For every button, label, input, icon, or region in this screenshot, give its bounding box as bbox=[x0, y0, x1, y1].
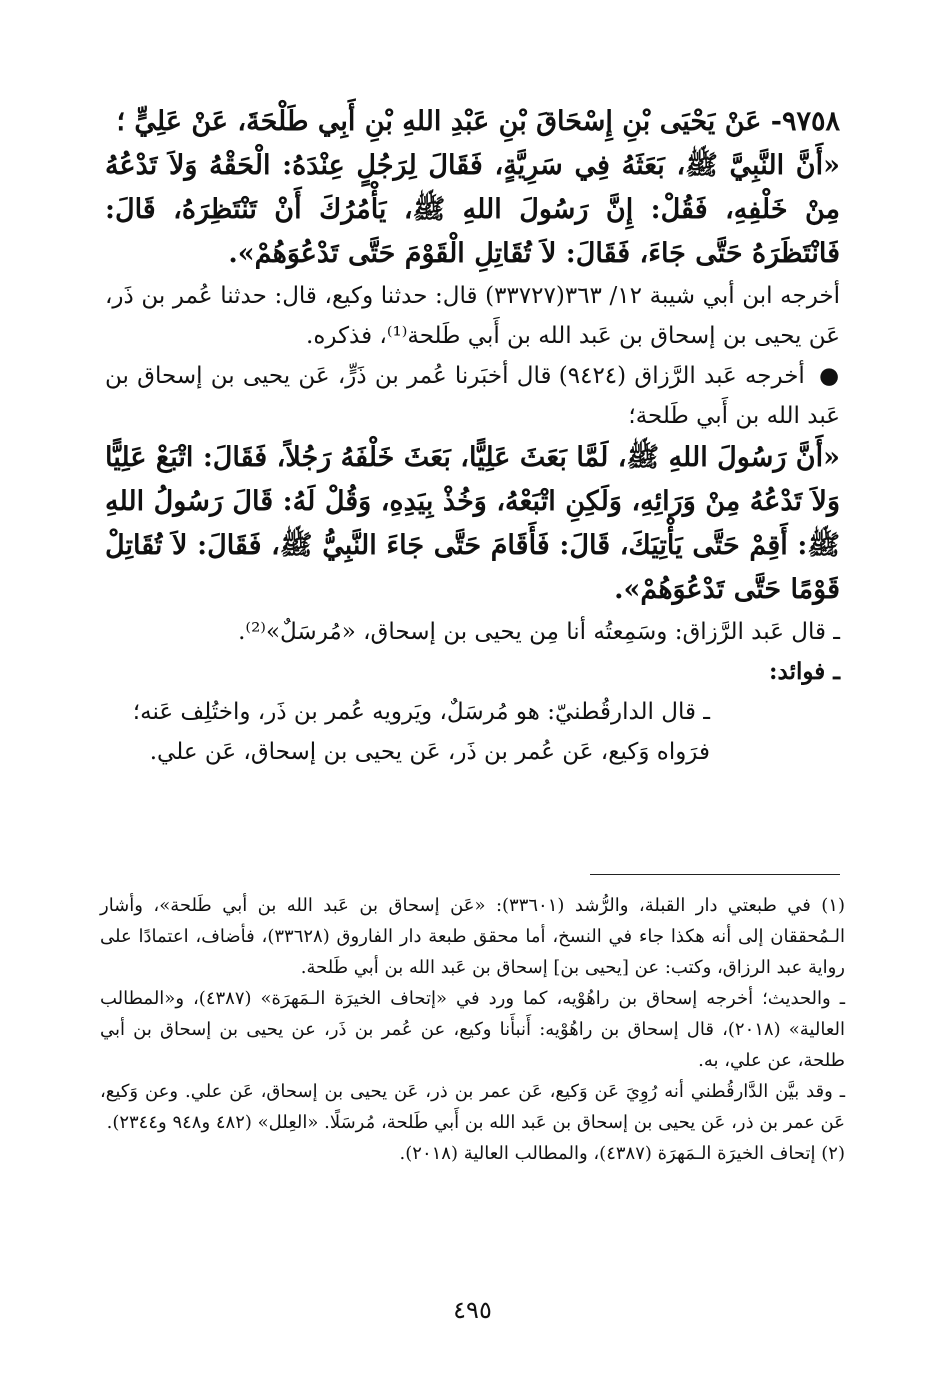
takhrij-abdurrazzaq bbox=[105, 356, 840, 436]
footnote-1-continued: ـ والحديث؛ أخرجه إسحاق بن راهُوْيه، كما ورد في «إتحاف الخيرَة الـمَهرَة» (٤٣٨٧)، و«المطالب العالية» (٢٠١٨)، قال إسحاق بن راهُوْيه: أَنبأَنا وكيع، عن عُمر بن ذَر، عن يحيى بن إسحاق بن أبي طلحة، عن علي، به. bbox=[100, 988, 846, 1071]
page-number: ٤٩٥ bbox=[453, 1296, 492, 1324]
abdurrazzaq-note: ـ قال عَبد الرَّزاق: وسَمِعتُه أنا مِن يحيى بن إسحاق، «مُرسَلٌ»⁽²⁾. bbox=[238, 619, 840, 645]
fawaid-title: ـ فوائد: bbox=[769, 658, 840, 685]
bullet-icon: ● bbox=[819, 362, 841, 389]
footnote-2: (٢) إتحاف الخيرَة الـمَهرَة (٤٣٨٧)، والمطالب العالية (٢٠١٨). bbox=[399, 1143, 845, 1164]
second-matn: «أَنَّ رَسُولَ اللهِ ﷺ، لَمَّا بَعَثَ عَلِيًّا، بَعَثَ خَلْفَهُ رَجُلاً، فَقَالَ: اتْبَعْ عَلِيًّا وَلاَ تَدْعُهُ مِنْ وَرَائِهِ، وَلَكِنِ اتْبَعْهُ، وَخُذْ بِيَدِهِ، وَقُلْ لَهُ: قَالَ رَسُولُ اللهِ ﷺ: أَقِمْ حَتَّى يَأْتِيَكَ، قَالَ: فَأَقَامَ حَتَّى جَاءَ النَّبِيُّ ﷺ، فَقَالَ: لاَ تُقَاتِلْ قَوْمًا حَتَّى تَدْعُوَهُمْ». bbox=[105, 442, 840, 605]
takhrij-abdurrazzaq-text: أخرجه عَبد الرَّزاق (٩٤٢٤) قال أخبَرنا عُمر بن ذَرٍّ، عَن يحيى بن إسحاق بن عَبد الله بن أَبي طَلحة؛ bbox=[105, 363, 840, 429]
fawaid-line: فرَواه وَكيع، عَن عُمر بن ذَر، عَن يحيى بن إسحاق، عَن علي. bbox=[149, 739, 710, 765]
footnote-1-continued: ـ وقد بيَّن الدَّارقُطني أنه رُوِيَ عَن وَكيع، عَن عمر بن ذر، عَن يحيى بن إسحاق، عَن علي. وعن وَكيع، عَن عمر بن ذر، عَن يحيى بن إسحاق بن عَبد الله بن أَبي طَلحة، مُرسَلًا. «العِلل» (٤٨٢ و٩٤٨ و٢٣٤٤). bbox=[100, 1081, 845, 1133]
footnote-1: (١) في طبعتي دار القبلة، والرُّشد (٣٣٦٠١): «عَن إسحاق بن عَبد الله بن أبي طَلحة»، وأشار الـمُحققان إلى أنه هكذا جاء في النسخ، أما محقق طبعة دار الفاروق (٣٣٦٢٨)، فأضاف، اعتمادًا على رواية عبد الرزاق، وكتب: عن [يحيى بن] إسحاق بن عَبد الله بن أبي طَلحة. bbox=[100, 895, 845, 978]
hadith-matn: «أَنَّ النَّبِيَّ ﷺ، بَعَثَهُ فِي سَرِيَّةٍ، فَقَالَ لِرَجُلٍ عِنْدَهُ: الْحَقْهُ وَلاَ تَدْعُهُ مِنْ خَلْفِهِ، فَقُلْ: إِنَّ رَسُولَ اللهِ ﷺ، يَأْمُرُكَ أَنْ تَنْتَظِرَهُ، قَالَ: فَانْتَظَرَهُ حَتَّى جَاءَ، فَقَالَ: لاَ تُقَاتِلِ الْقَوْمَ حَتَّى تَدْعُوَهُمْ». bbox=[105, 150, 840, 269]
footnote-separator bbox=[590, 874, 840, 875]
footnotes bbox=[100, 890, 845, 1169]
fawaid-line: ـ قال الدارقُطنيّ: هو مُرسَلٌ، ويَرويه عُمر بن ذَر، واختُلِف عَنه؛ bbox=[132, 699, 710, 725]
hadith-heading: ٩٧٥٨- عَنْ يَحْيَى بْنِ إِسْحَاقَ بْنِ عَبْدِ اللهِ بْنِ أَبِي طَلْحَةَ، عَنْ عَلِيٍّ ؛ bbox=[116, 106, 840, 137]
takhrij-ibn-abi-shaybah: أخرجه ابن أبي شيبة ١٢/ ٣٦٣(٣٣٧٢٧) قال: حدثنا وكيع، قال: حدثنا عُمر بن ذَر، عَن يحيى بن إسحاق بن عَبد الله بن أَبي طَلحة⁽¹⁾، فذكره. bbox=[105, 283, 840, 349]
main-text bbox=[105, 100, 840, 772]
